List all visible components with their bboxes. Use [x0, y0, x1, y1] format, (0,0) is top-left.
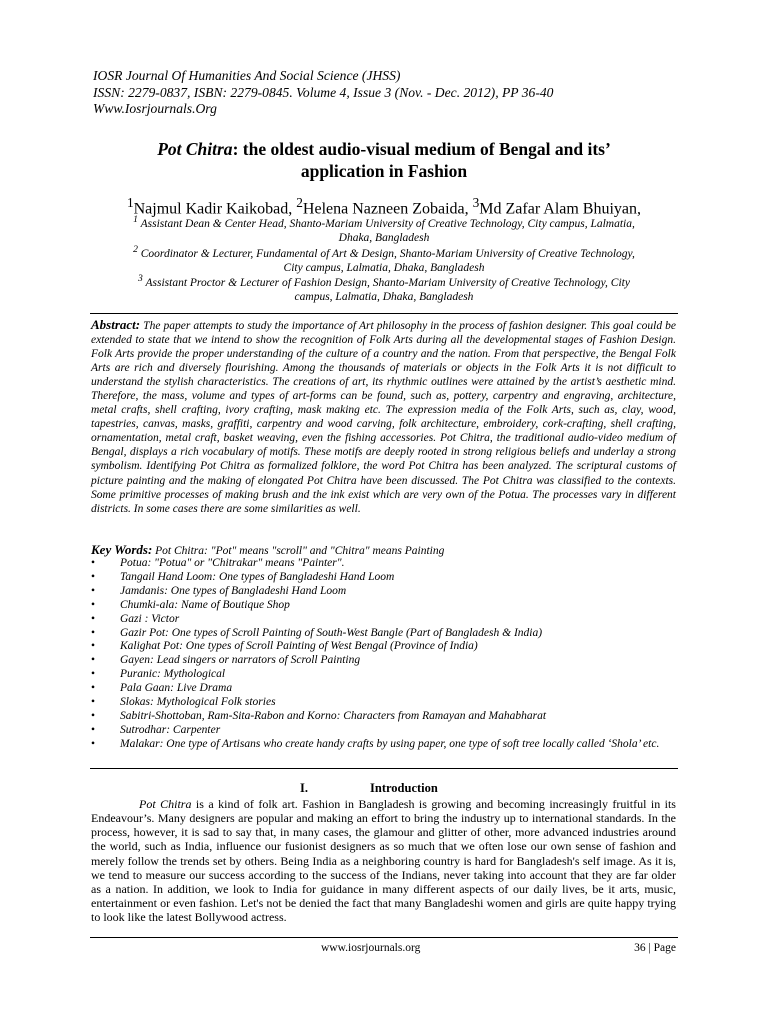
- top-rule: [90, 313, 678, 314]
- keywords-label: Key Words:: [91, 542, 153, 557]
- list-item: [91, 682, 676, 696]
- journal-issn: ISSN: 2279-0837, ISBN: 2279-0845. Volume 4, Issue 3 (Nov. - Dec. 2012), PP 36-40: [93, 84, 554, 100]
- affil2-line2: City campus, Lalmatia, Dhaka, Bangladesh: [283, 261, 485, 274]
- bullet-icon: •: [91, 598, 96, 611]
- section-heading: [300, 781, 438, 796]
- list-item: [91, 613, 676, 627]
- title-line2: application in Fashion: [300, 161, 468, 181]
- bullet-icon: •: [91, 668, 96, 681]
- keyword-text: Slokas: Mythological Folk stories: [120, 696, 276, 709]
- affiliation-2: [93, 243, 675, 275]
- affil1-line1: Assistant Dean & Center Head, Shanto-Mariam University of Creative Technology, City campus, Lalmatia,: [137, 217, 635, 230]
- list-item: [91, 571, 676, 585]
- abstract-label: Abstract:: [91, 317, 141, 332]
- bullet-icon: •: [91, 612, 96, 625]
- list-item: [91, 557, 676, 571]
- list-item: [91, 640, 676, 654]
- affil3-line1: Assistant Proctor & Lecturer of Fashion Design, Shanto-Mariam University of Creative Technology, City: [142, 276, 630, 289]
- footer-url: www.iosrjournals.org: [321, 942, 421, 954]
- intro-italic: Pot Chitra: [139, 797, 192, 811]
- paper-title: [90, 138, 678, 182]
- author-1: Najmul Kadir Kaikobad,: [133, 200, 297, 218]
- author3-sup: 3: [472, 195, 480, 210]
- keyword-text: Gazir Pot: One types of Scroll Painting of South-West Bangle (Part of Bangladesh & India): [120, 626, 543, 639]
- affil1-sup: 1: [133, 214, 138, 225]
- keyword-text: Kalighat Pot: One types of Scroll Painting of West Bengal (Province of India): [120, 640, 478, 653]
- journal-website: Www.Iosrjournals.Org: [93, 101, 217, 116]
- page-number: 36 | Page: [634, 942, 676, 954]
- section-title: Introduction: [370, 781, 438, 795]
- bullet-icon: •: [91, 640, 96, 653]
- keyword-text: Tangail Hand Loom: One types of Bangladeshi Hand Loom: [120, 570, 395, 583]
- keyword-text: Gazi : Victor: [120, 612, 180, 625]
- affil3-line2: campus, Lalmatia, Dhaka, Bangladesh: [294, 290, 474, 303]
- affiliation-3: [93, 272, 675, 304]
- bullet-icon: •: [91, 723, 96, 736]
- keyword-text: Sutrodhar: Carpenter: [120, 723, 221, 736]
- journal-header: [93, 68, 553, 118]
- affil3-sup: 3: [138, 273, 143, 284]
- list-item: [91, 585, 676, 599]
- author-2: Helena Nazneen Zobaida,: [302, 200, 473, 218]
- list-item: [91, 599, 676, 613]
- keywords-heading: [91, 543, 676, 558]
- list-item: [91, 668, 676, 682]
- list-item: [91, 738, 676, 752]
- affil2-sup: 2: [133, 244, 138, 255]
- list-item: [91, 724, 676, 738]
- mid-rule: [90, 768, 678, 769]
- list-item: [91, 627, 676, 641]
- list-item: [91, 696, 676, 710]
- title-line1: : the oldest audio-visual medium of Bengal and its’: [232, 139, 611, 159]
- bullet-icon: •: [91, 654, 96, 667]
- footer-rule: [90, 937, 678, 938]
- bullet-icon: •: [91, 570, 96, 583]
- affiliation-1: [93, 213, 675, 245]
- journal-name: IOSR Journal Of Humanities And Social Science (JHSS): [93, 68, 401, 83]
- bullet-icon: •: [91, 737, 96, 750]
- title-italic: Pot Chitra: [157, 139, 233, 159]
- keyword-text: Malakar: One type of Artisans who create handy crafts by using paper, one type of soft tree locally called ‘Shola’ etc.: [120, 737, 660, 750]
- keyword-text: Gayen: Lead singers or narrators of Scroll Painting: [120, 654, 361, 667]
- author-3: Md Zafar Alam Bhuiyan,: [479, 200, 642, 218]
- keyword-text: Chumki-ala: Name of Boutique Shop: [120, 598, 290, 611]
- list-item: [91, 710, 676, 724]
- list-item: [91, 654, 676, 668]
- author1-sup: 1: [126, 195, 134, 210]
- bullet-icon: •: [91, 626, 96, 639]
- bullet-icon: •: [91, 584, 96, 597]
- abstract: [91, 318, 676, 516]
- bullet-icon: •: [91, 557, 96, 569]
- affil2-line1: Coordinator & Lecturer, Fundamental of Art & Design, Shanto-Mariam University of Creative Technology,: [137, 247, 635, 260]
- bullet-icon: •: [91, 696, 96, 709]
- keywords-list: [91, 557, 676, 752]
- bullet-icon: •: [91, 682, 96, 695]
- affil1-line2: Dhaka, Bangladesh: [338, 231, 430, 244]
- keyword-text: Jamdanis: One types of Bangladeshi Hand Loom: [120, 584, 347, 597]
- keyword-text: Puranic: Mythological: [120, 668, 226, 681]
- keyword-text: Potua: "Potua" or "Chitrakar" means "Painter".: [120, 557, 345, 569]
- bullet-icon: •: [91, 709, 96, 722]
- intro-text: is a kind of folk art. Fashion in Bangladesh is growing and becoming increasingly fruitful in its Endeavour’s. Many designers are popular and making an effort to bring the industry up to international standards. In the process, however, it is sad to say that, in many cases, the glamour and glitter of other, more advanced industries around the world, such as India, influence our fusionist designers as so much that we often lose our own sense of fashion and merely follow the trends set by others. Being India as a neighboring country is hard for Bangladesh's self image. As it is, we tend to measure our success according to the success of the Indians, never taking into account that they are far older as a nation. In addition, we look to India for guidance in many different aspects of our daily lives, be it arts, music, entertainment or even fashion. Let's not be denied the fact that many Bangladeshi women and girls are quite happy trying to look like the latest Bollywood actress.: [91, 797, 676, 925]
- section-number: I.: [300, 781, 308, 795]
- keyword-text: Pala Gaan: Live Drama: [120, 682, 233, 695]
- keywords-intro: Pot Chitra: "Pot" means "scroll" and "Chitra" means Painting: [152, 545, 445, 557]
- introduction-paragraph: [91, 797, 676, 924]
- keyword-text: Sabitri-Shottoban, Ram-Sita-Rabon and Korno: Characters from Ramayan and Mahabharat: [120, 709, 547, 722]
- abstract-text: The paper attempts to study the importance of Art philosophy in the process of fashion designer. This goal could be extended to state that we intend to show the recognition of Folk Arts during all the developmental stages of Fashion Design. Folk Arts provide the proper understanding of the culture of a country and the nation. From that perspective, the Bengal Folk Arts are rich and diversely flourishing. Among the thousands of materials or objects in the Folk Arts it is not difficult to understand the stylish characteristics. The creations of art, its rhythmic outlines were attained by the artist’s aesthetic mind. Therefore, the mass, volume and types of art-forms can be found, such as, pottery, carpentry and engraving, architecture, metal crafts, shell crafting, ivory crafting, mask making etc. The expression media of the Folk Arts, such as, clay, wood, tapestries, canvas, masks, graffiti, carpentry and wood carving, folk architecture, embroidery, cork-crafting, shell crafting, ornamentation, metal craft, basket weaving, even the fishing accessories. Pot Chitra, the traditional audio-video medium of Bengal, displays a rich vocabulary of motifs. These motifs are deeply rooted in strong religious beliefs and underlay a strong symbolism. Identifying Pot Chitra as formalized folklore, the word Pot Chitra has been analyzed. The scriptural customs of picture painting and the making of elongated Pot Chitra have been discussed. The Pot Chitra was classified to the contexts. Some primitive processes of making brush and the ink exist which are very own of the Potua. The processes vary in different districts. In some cases there are some similarities as well.: [91, 320, 676, 515]
- author2-sup: 2: [296, 195, 303, 210]
